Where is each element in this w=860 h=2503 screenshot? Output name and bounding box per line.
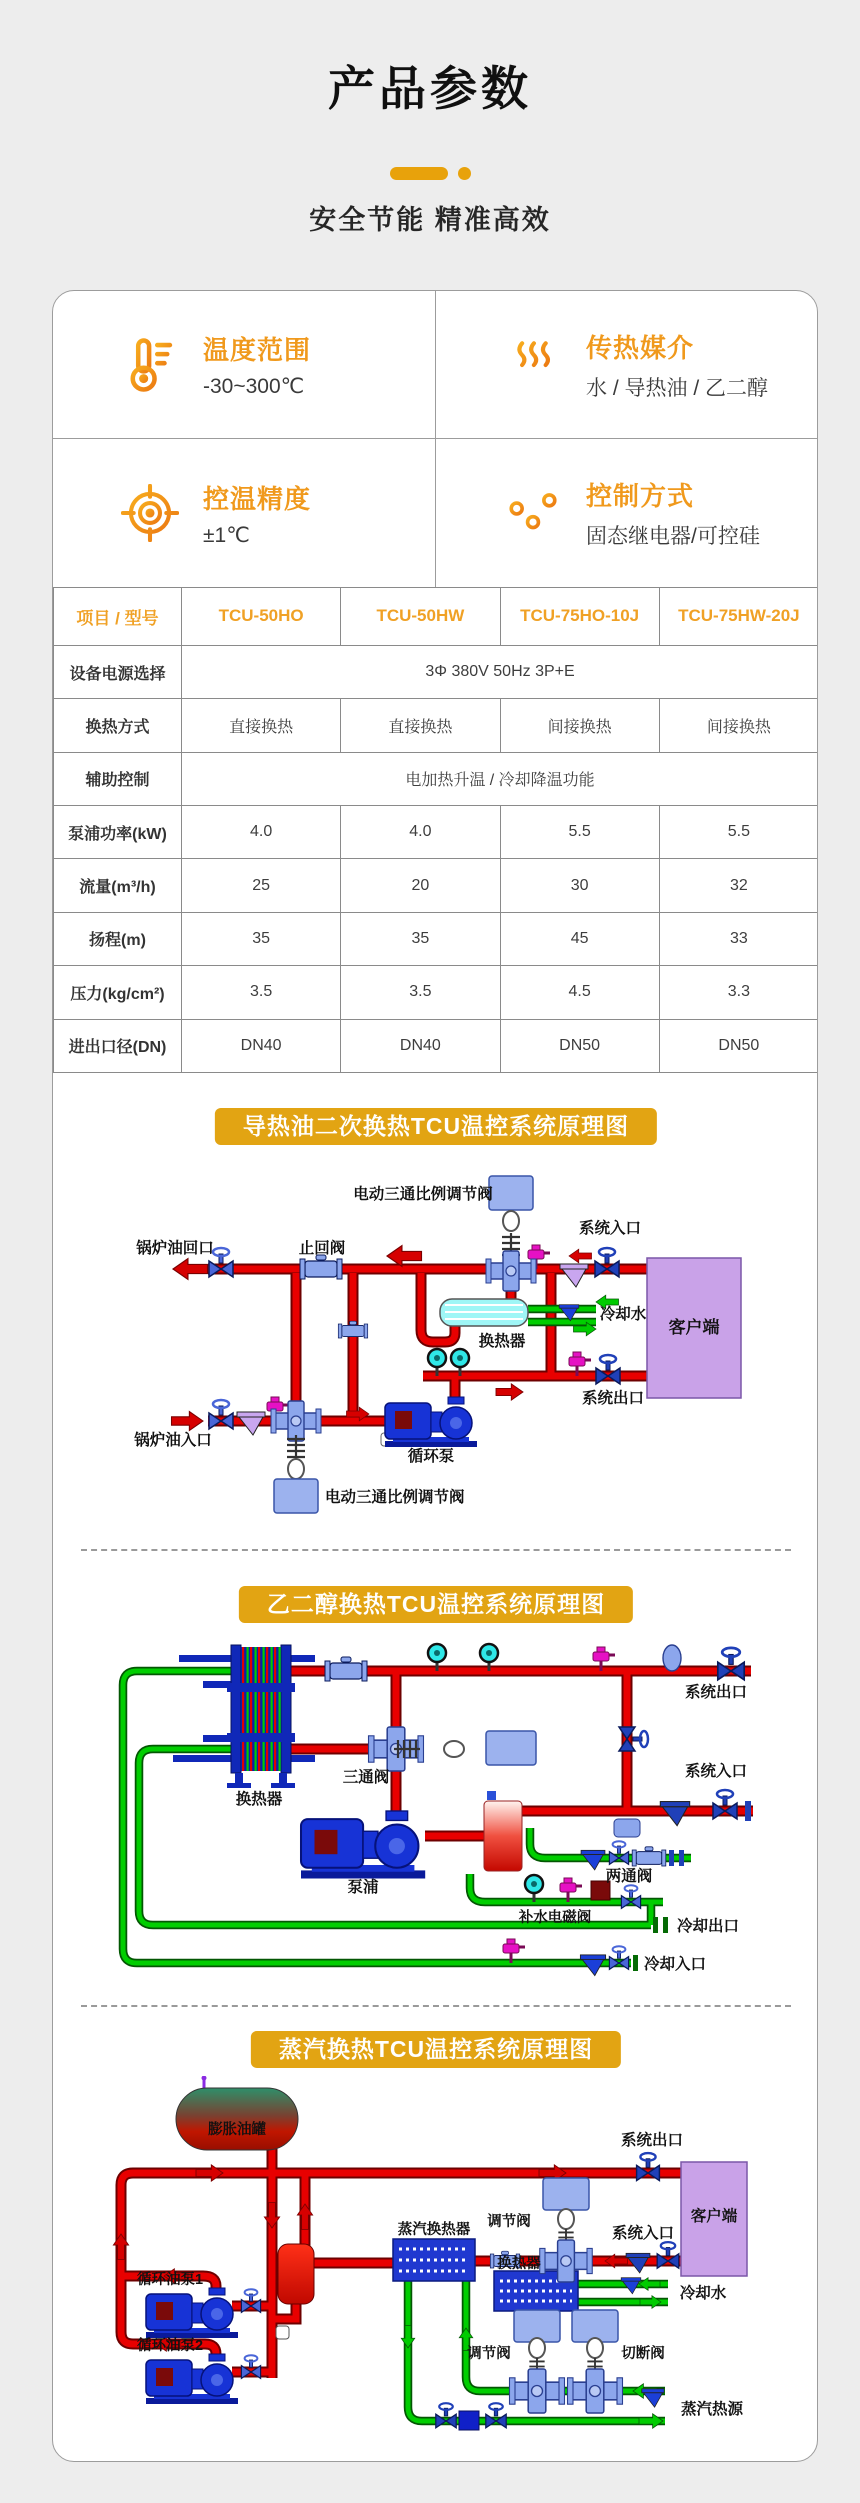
row-label: 辅助控制 [54,752,182,805]
label-steam-reg-valve: 调节阀 [467,2346,511,2362]
dashed-separator [81,2005,791,2007]
heat-exchanger [440,1299,528,1326]
electric-heater [484,1791,522,1871]
expansion-tank [176,2076,298,2150]
diagrams-section [53,1073,818,2462]
label-motor-valve-bottom: 电动三通比例调节阀 [325,1489,465,1506]
label-pump-2: 循环油泵2 [136,2338,204,2354]
cell-merged: 3Φ 380V 50Hz 3P+E [182,645,819,698]
vent-icon [663,1645,681,1671]
label-heat-exchanger: 换热器 [235,1791,283,1808]
cell: DN50 [659,1019,818,1072]
feature-title: 控制方式 [586,481,695,511]
row-label: 扬程(m) [54,912,182,965]
three-way-valve [369,1727,537,1771]
cell: 3.3 [659,966,818,1019]
cell: 5.5 [500,806,659,859]
label-two-way-valve: 两通阀 [605,1868,653,1885]
feature-grid [53,291,818,587]
label-solenoid: 补水电磁阀 [518,1910,592,1926]
spec-table-wrap [53,587,818,1073]
row-label: 泵浦功率(kW) [54,806,182,859]
cell: DN50 [500,1019,659,1072]
header-cell: TCU-75HW-20J [659,588,818,646]
flange [653,1917,658,1933]
steam-strainer-icon [642,2389,664,2407]
label-motor-valve-top: 电动三通比例调节阀 [353,1186,493,1203]
label-circulation-pump: 循环泵 [407,1448,455,1465]
feature-title: 传热媒介 [586,332,695,363]
cell: 直接换热 [182,699,341,752]
label-system-outlet: 系统出口 [684,1684,748,1701]
row-label: 换热方式 [54,699,182,752]
cell: 4.0 [182,806,341,859]
label-client: 客户端 [668,1318,720,1337]
feature-control-mode [436,439,818,587]
steam-bottom-line [436,2403,506,2430]
cell: 5.5 [659,806,818,859]
check-valve-icon [300,1255,342,1279]
diagram-1-schematic [53,1161,818,1541]
label-cooling-inlet: 冷却入口 [643,1956,707,1973]
label-system-inlet: 系统入口 [611,2225,675,2242]
sliders-icon [504,484,562,542]
label-steam-source: 蒸汽热源 [680,2401,744,2418]
target-icon [121,484,179,542]
table-row [54,859,819,912]
cooling-inlet-line [503,1939,638,1976]
steam-cutoff-valve [568,2310,623,2413]
circulation-oil-pump-1 [146,2288,238,2338]
motor-valve-top [486,1176,536,1291]
table-row [54,806,819,859]
diagram-3-title: 蒸汽换热TCU温控系统原理图 [251,2031,621,2068]
page-subtitle: 安全节能 精准高效 [309,205,551,235]
row-label: 流量(m³/h) [54,859,182,912]
page-title: 产品参数 [328,62,532,115]
diagram-2-schematic [53,1631,818,1991]
circulation-oil-pump-2 [146,2354,238,2404]
cell: DN40 [341,1019,500,1072]
cell: 33 [659,912,818,965]
regulating-valve-mid [540,2178,593,2282]
title-divider [0,166,860,180]
table-header-row [54,588,819,646]
label-cooling-exchanger: 换热器 [497,2256,541,2272]
feature-value: -30~300℃ [203,375,305,398]
cell: 4.0 [341,806,500,859]
divider-bar [390,167,448,180]
feature-heat-media [436,291,818,439]
cell: 25 [182,859,341,912]
label-system-inlet: 系统入口 [684,1763,748,1780]
cell: 3.5 [341,966,500,1019]
cell: 4.5 [500,966,659,1019]
spec-table [53,587,818,1073]
label-expansion-tank: 膨胀油罐 [208,2122,266,2138]
pump [301,1811,425,1879]
header-cell: TCU-50HW [341,588,500,646]
cell: 45 [500,912,659,965]
cell: 间接换热 [500,699,659,752]
label-cooling-water: 冷却水 [679,2285,727,2302]
table-row [54,752,819,805]
feature-value: 水 / 导热油 / 乙二醇 [586,376,769,400]
header-cell: TCU-50HO [182,588,341,646]
label-system-outlet: 系统出口 [620,2132,684,2149]
label-cooling-outlet: 冷却出口 [676,1918,740,1935]
buffer-tank [278,2244,314,2304]
cell-merged: 电加热升温 / 冷却降温功能 [182,752,819,805]
thermometer-icon [121,336,179,394]
pipe-fitting-icon [325,1657,367,1681]
label-pump-1: 循环油泵1 [136,2272,204,2288]
level-switch [276,2326,289,2339]
content-card [52,290,818,2462]
flange [663,1917,668,1933]
feature-title: 温度范围 [203,335,312,365]
solenoid-body [614,1819,640,1837]
feature-value: ±1℃ [203,523,250,547]
label-boiler-oil-inlet: 锅炉油入口 [134,1432,212,1449]
label-heat-exchanger: 换热器 [478,1333,526,1350]
label-check-valve: 止回阀 [298,1240,346,1257]
divider-dot [458,167,471,180]
row-label: 设备电源选择 [54,645,182,698]
header-cell: 项目 / 型号 [54,588,182,646]
diagram-2-title: 乙二醇换热TCU温控系统原理图 [239,1586,633,1623]
label-client: 客户端 [690,2208,738,2225]
label-three-way-valve: 三通阀 [342,1769,390,1786]
cell: 20 [341,859,500,912]
label-system-outlet: 系统出口 [581,1390,645,1407]
feature-temperature-range [53,291,436,439]
label-steam-exchanger: 蒸汽换热器 [397,2222,471,2238]
feature-accuracy [53,439,436,587]
label-cutoff-valve: 切断阀 [621,2346,665,2362]
diagram-1-title: 导热油二次换热TCU温控系统原理图 [215,1108,657,1145]
cell: 3.5 [182,966,341,1019]
cell: DN40 [182,1019,341,1072]
table-row [54,912,819,965]
row-label: 进出口径(DN) [54,1019,182,1072]
heat-icon [504,336,562,394]
feature-title: 控温精度 [203,483,312,514]
cell: 间接换热 [659,699,818,752]
table-row [54,1019,819,1072]
table-row [54,645,819,698]
label-boiler-oil-return: 锅炉油回口 [136,1240,214,1257]
table-row [54,966,819,1019]
diagram-3-schematic [53,2076,818,2454]
cell: 直接换热 [341,699,500,752]
table-row [54,699,819,752]
pipe-fitting-icon [338,1321,367,1338]
dashed-separator [81,1549,791,1551]
circulation-pump [385,1397,477,1447]
steam-regulating-valve [510,2310,565,2413]
label-cooling-water: 冷却水 [599,1306,647,1323]
cell: 30 [500,859,659,912]
flange [745,1801,751,1821]
feature-value: 固态继电器/可控硅 [586,525,760,548]
label-pump: 泵浦 [347,1879,379,1896]
cell: 32 [659,859,818,912]
cell: 35 [341,912,500,965]
header-cell: TCU-75HO-10J [500,588,659,646]
label-system-inlet: 系统入口 [578,1220,642,1237]
label-regulating-valve: 调节阀 [487,2214,531,2230]
cell: 35 [182,912,341,965]
row-label: 压力(kg/cm²) [54,966,182,1019]
